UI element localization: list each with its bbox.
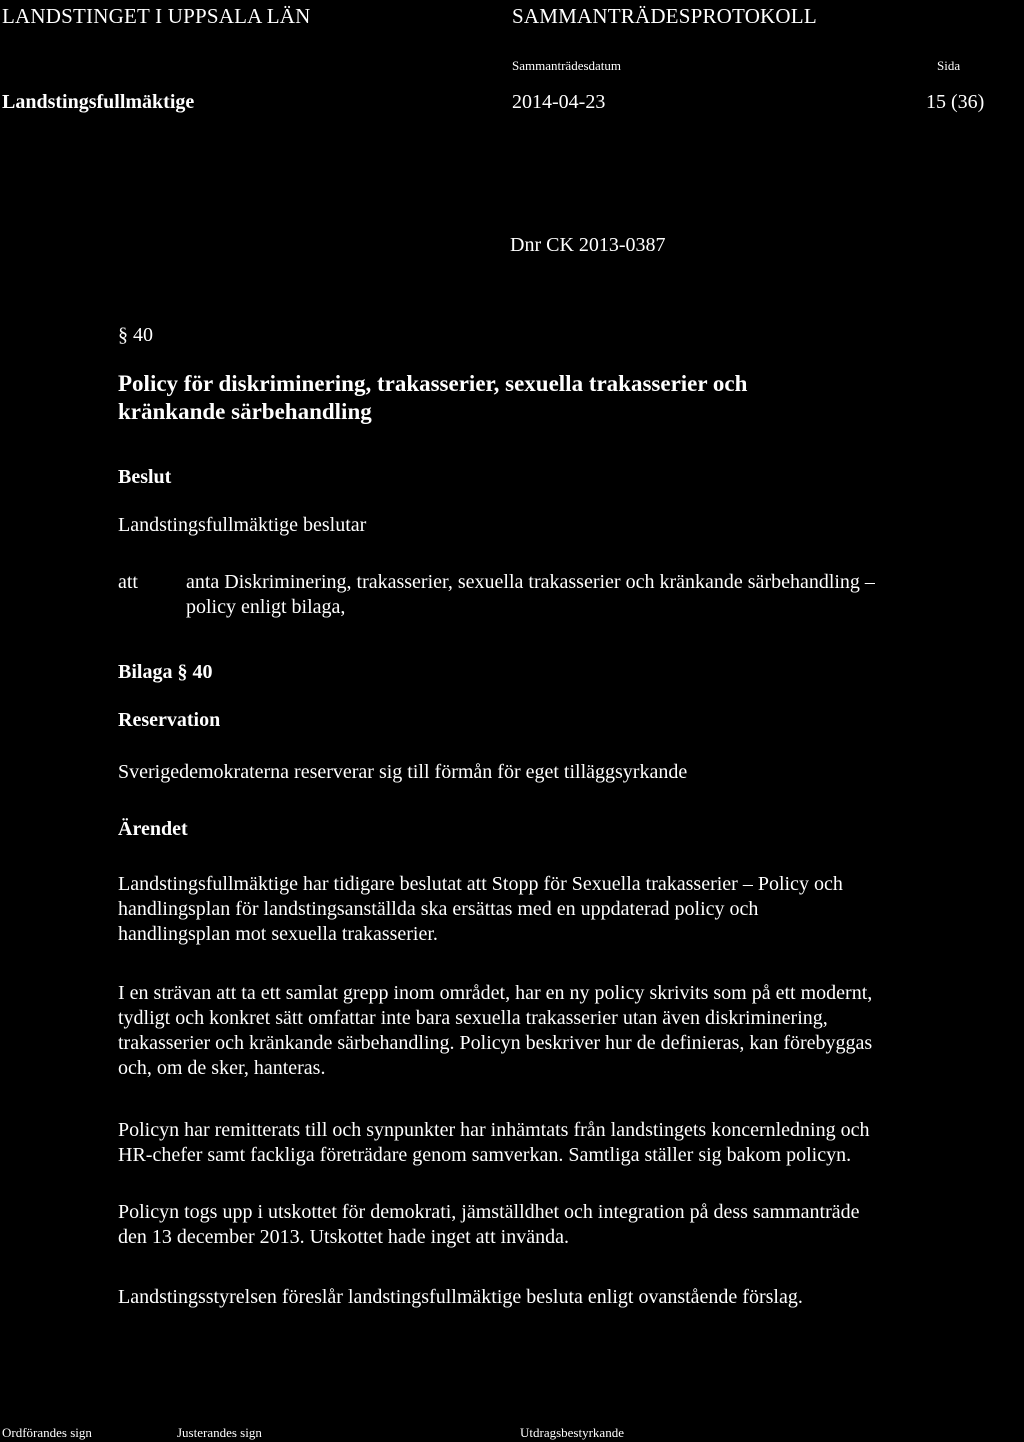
paragraph-line: tydligt och konkret sätt omfattar inte bara sexuella trakasserier utan även diskriminering, [118, 1007, 828, 1029]
paragraph-line: handlingsplan mot sexuella trakasserier. [118, 923, 438, 945]
page-number: 15 (36) [926, 91, 985, 113]
page-label: Sida [937, 58, 961, 73]
decision-line: policy enligt bilaga, [186, 596, 346, 618]
case-title-line: Policy för diskriminering, trakasserier, sexuella trakasserier och [118, 371, 748, 396]
chairman-signature-label: Ordförandes sign [2, 1425, 92, 1440]
meeting-date: 2014-04-23 [512, 91, 606, 113]
matter-paragraph [118, 872, 1023, 947]
decision-heading: Beslut [118, 466, 172, 488]
paragraph-line: HR-chefer samt fackliga företrädare genom samverkan. Samtliga ställer sig bakom policyn. [118, 1144, 852, 1166]
paragraph-line: Landstingsstyrelsen föreslår landstingsfullmäktige besluta enligt ovanstående förslag. [118, 1286, 803, 1308]
paragraph-line: Policyn togs upp i utskottet för demokrati, jämställdhet och integration på dess sammanträde [118, 1201, 860, 1223]
paragraph-line: och, om de sker, hanteras. [118, 1057, 326, 1079]
case-title [118, 370, 747, 426]
matter-paragraph [118, 1200, 1023, 1250]
extract-certification-label: Utdragsbestyrkande [520, 1425, 624, 1440]
reservation-text: Sverigedemokraterna reserverar sig till förmån för eget tilläggsyrkande [118, 761, 688, 783]
paragraph-line: handlingsplan för landstingsanställda ska ersättas med en uppdaterad policy och [118, 898, 759, 920]
section-number: § 40 [118, 324, 153, 346]
matter-heading: Ärendet [118, 818, 188, 840]
paragraph-line: Policyn har remitterats till och synpunkter har inhämtats från landstingets koncernledning och [118, 1119, 870, 1141]
organization-name: LANDSTINGET I UPPSALA LÄN [2, 4, 311, 28]
reservation-heading: Reservation [118, 709, 221, 731]
diary-number: Dnr CK 2013-0387 [510, 234, 666, 256]
paragraph-line: Landstingsfullmäktige har tidigare beslutat att Stopp för Sexuella trakasserier – Policy och [118, 873, 843, 895]
adjuster-signature-label: Justerandes sign [177, 1425, 262, 1440]
decision-att-text [186, 570, 875, 620]
decision-line: anta Diskriminering, trakasserier, sexuella trakasserier och kränkande särbehandling – [186, 571, 875, 593]
matter-paragraph [118, 1285, 1023, 1310]
committee-name: Landstingsfullmäktige [2, 91, 195, 113]
paragraph-line: den 13 december 2013. Utskottet hade inget att invända. [118, 1226, 569, 1248]
matter-paragraph [118, 981, 1023, 1081]
decision-intro: Landstingsfullmäktige beslutar [118, 514, 367, 536]
paragraph-line: trakasserier och kränkande särbehandling. Policyn beskriver hur de definieras, kan förebyggas [118, 1032, 873, 1054]
document-type: SAMMANTRÄDESPROTOKOLL [512, 4, 817, 28]
date-label: Sammanträdesdatum [512, 58, 622, 73]
attachment-reference: Bilaga § 40 [118, 661, 213, 683]
case-title-line: kränkande särbehandling [118, 399, 372, 424]
paragraph-line: I en strävan att ta ett samlat grepp inom området, har en ny policy skrivits som på ett modernt, [118, 982, 873, 1004]
decision-att-label: att [118, 571, 138, 593]
matter-paragraph [118, 1118, 1023, 1168]
